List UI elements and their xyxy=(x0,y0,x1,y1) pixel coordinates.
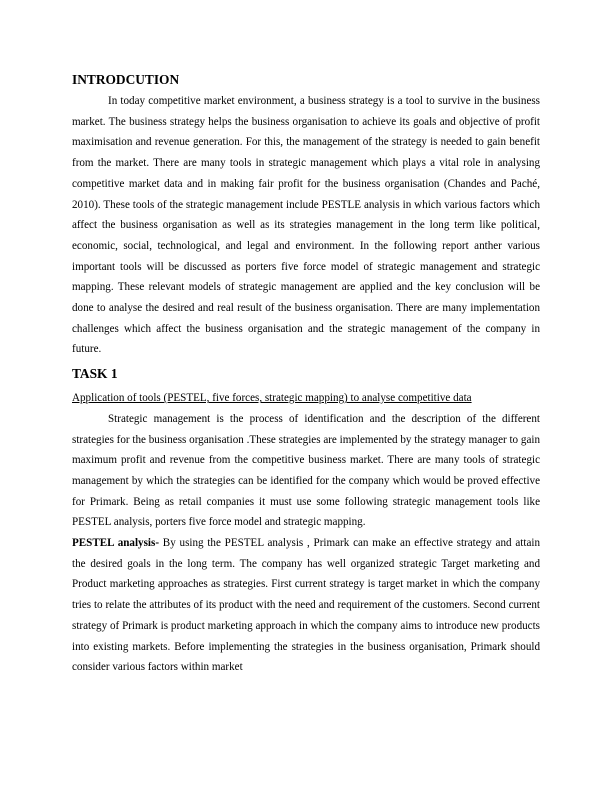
pestel-label: PESTEL analysis- xyxy=(72,537,160,550)
intro-paragraph: In today competitive market environment, a business strategy is a tool to survive in the business market. The business strategy helps the business organisation to achieve its goals and objective of profit maximisation and revenue generation. For this, the management of the strategy is needed to gain benefit from the market. There are many tools in strategic management which plays a vital role in analysing competitive market data and in making fair profit for the business organisation (Chandes and Paché, 2010). These tools of the strategic management include PESTLE analysis in which various factors which affect the business organisation as well as its strategies management in the long term like political, economic, social, technological, and legal and environment. In the following report anther various important tools will be discussed as porters five force model of strategic management and strategic mapping. These relevant models of strategic management are applied and the key conclusion will be done to analyse the desired and real result of the business organisation. There are many implementation challenges which affect the business organisation and the strategic management of the company in future. xyxy=(72,95,540,356)
task1-heading: TASK 1 xyxy=(72,366,118,382)
pestel-paragraph xyxy=(72,533,540,678)
task1-paragraph: Strategic management is the process of identification and the description of the different strategies for the business organisation .These strategies are implemented by the strategy manager to gain maximum profit and revenue from the competitive business market. There are many tools of strategic management by which the strategies can be identified for the company which would be proved effective for Primark. Being as retail companies it must use some following strategic management tools like PESTEL analysis, porters five force model and strategic mapping. xyxy=(72,412,540,529)
intro-heading: INTRODCUTION xyxy=(72,72,180,87)
pestel-text: By using the PESTEL analysis , Primark can make an effective strategy and attain the desired goals in the long term. The company has well organized strategic Target marketing and Product marketing approaches as strategies. First current strategy is target market in which the company tries to relate the attributes of its product with the need and requirement of the customers. Second current strategy of Primark is product marketing approach in which the company aims to introduce new products into existing markets. Before implementing the strategies in the business organisation, Primark should consider various factors within market xyxy=(72,537,540,674)
document-page xyxy=(72,70,540,678)
task1-subheading: Application of tools (PESTEL, five forces, strategic mapping) to analyse competitive data xyxy=(72,392,472,405)
